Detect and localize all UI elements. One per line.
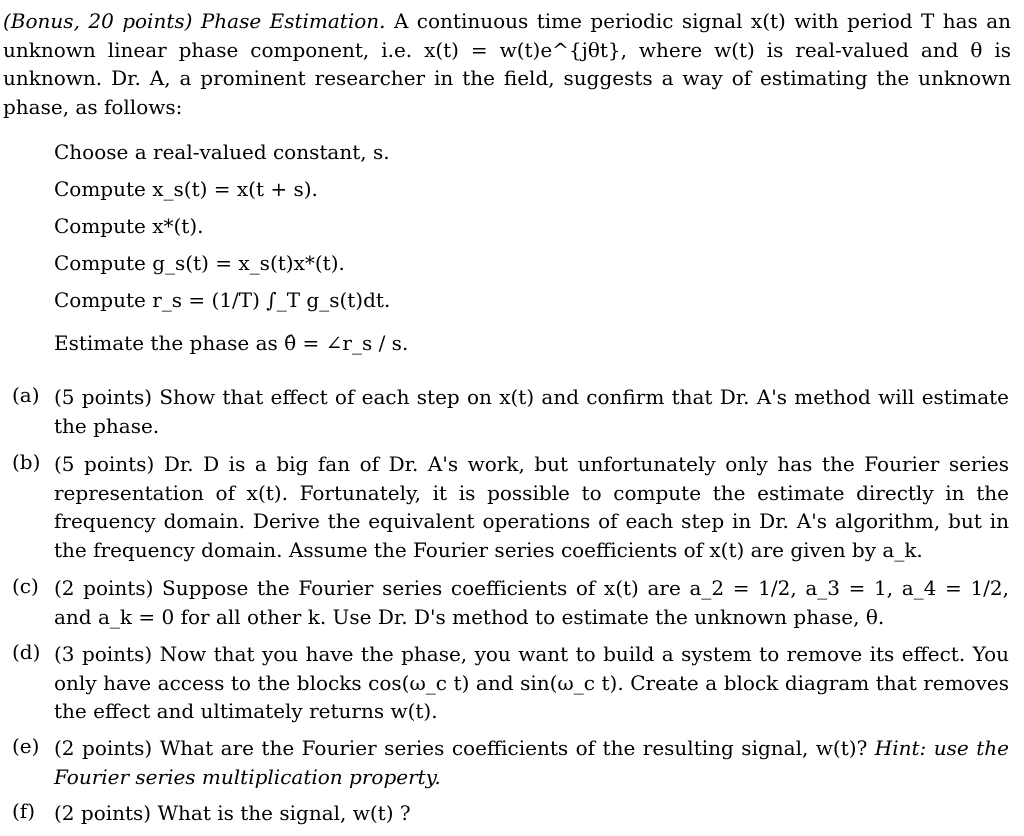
problem-statement: A continuous time periodic signal x(t) with period T has an unknown linear phase component, i.e. x(t) = w(t)e^{jθt}, where w(t) is real-valued and θ is unknown. Dr. A, a prominent researcher in the field, suggests a way of estimating the unknown phase, as follows: (3, 9, 1012, 119)
step-text: Compute x*(t). (54, 214, 204, 238)
step-text: Compute r_s = (1/T) ∫_T g_s(t)dt. (54, 288, 391, 312)
part-text: (2 points) Suppose the Fourier series coefficients of x(t) are a_2 = 1/2, a_3 = 1, a_4 = 1/2, and a_k = 0 for all other k. Use Dr. D's method to estimate the unknown phase, θ. (54, 576, 1009, 629)
part-label: (c) (12, 574, 39, 598)
part-text: (2 points) What are the Fourier series coefficients of the resulting signal, w(t)? (54, 736, 868, 760)
step-text: Compute x_s(t) = x(t + s). (54, 177, 318, 201)
part-label: (d) (12, 640, 41, 664)
part-text-container (54, 734, 1009, 791)
part-hint: Hint: use the Fourier series multiplication property. (54, 736, 1009, 789)
step-text: Compute g_s(t) = x_s(t)x*(t). (54, 251, 345, 275)
step-text: Choose a real-valued constant, s. (54, 140, 390, 164)
part-text: (3 points) Now that you have the phase, you want to build a system to remove its effect. You only have access to the blocks cos(ω_c t) and sin(ω_c t). Create a block diagram that removes the effect and ultimately returns w(t). (54, 642, 1009, 724)
part-label: (b) (12, 450, 41, 474)
part-text: (5 points) Show that effect of each step on x(t) and confirm that Dr. A's method will estimate the phase. (54, 385, 1009, 438)
problem-intro (3, 7, 1011, 121)
part-label: (a) (12, 383, 40, 407)
step-text: Estimate the phase as θ̂ = ∠r_s / s. (54, 331, 409, 355)
part-text: (5 points) Dr. D is a big fan of Dr. A's work, but unfortunately only has the Fourier series representation of x(t). Fortunately, it is possible to compute the estimate directly in the frequency domain. Derive the equivalent operations of each step in Dr. A's algorithm, but in the frequency domain. Assume the Fourier series coefficients of x(t) are given by a_k. (54, 452, 1009, 562)
part-label: (f) (12, 799, 36, 823)
part-label: (e) (12, 734, 40, 758)
part-text: (2 points) What is the signal, w(t) ? (54, 801, 411, 825)
problem-title: (Bonus, 20 points) Phase Estimation. (3, 9, 386, 33)
